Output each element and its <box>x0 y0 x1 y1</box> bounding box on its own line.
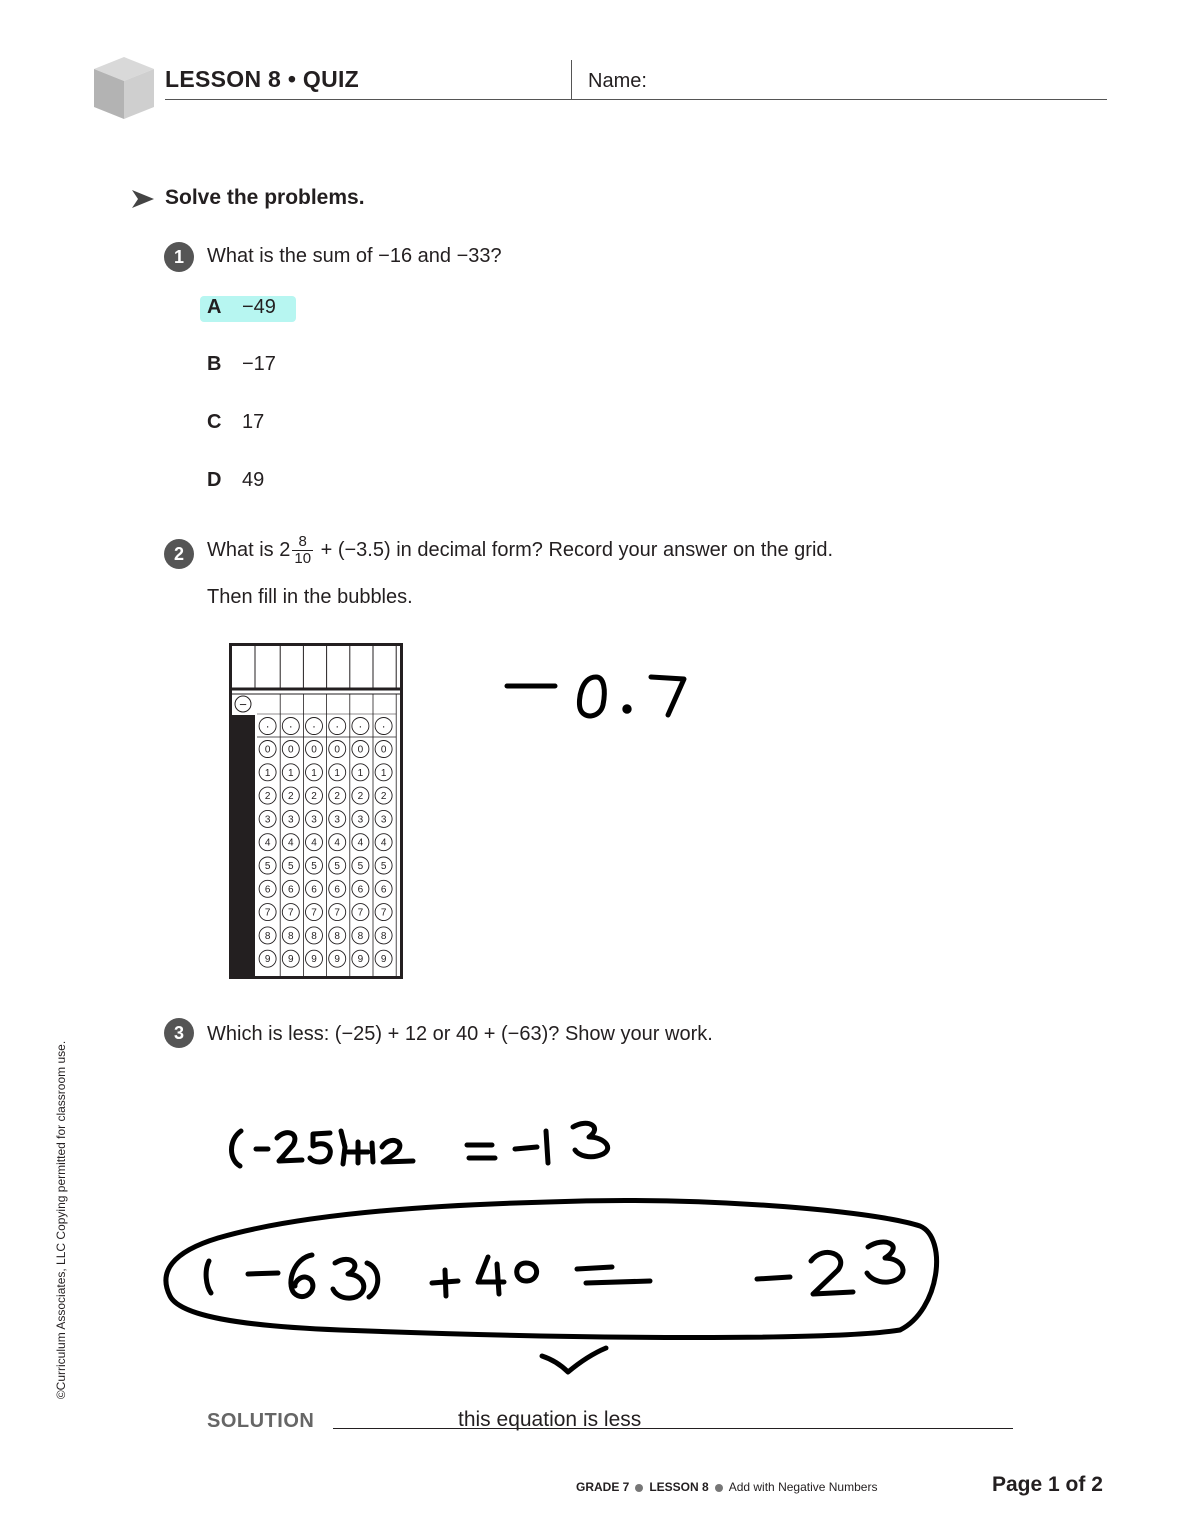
digit-bubble-label: 2 <box>288 791 294 803</box>
digit-bubble-label: 8 <box>288 930 294 942</box>
solution-label: SOLUTION <box>207 1410 315 1432</box>
point-bubble-label: · <box>358 719 363 733</box>
digit-bubble-label: 3 <box>264 814 271 826</box>
footer <box>576 1480 877 1494</box>
digit-bubble-label: 9 <box>380 954 387 966</box>
fraction-numerator: 8 <box>292 534 313 551</box>
instruction-text: Solve the problems. <box>165 186 365 209</box>
fraction-denominator: 10 <box>294 550 312 567</box>
digit-bubble-label: 7 <box>334 907 340 919</box>
solution-answer[interactable]: this equation is less <box>458 1408 642 1431</box>
digit-bubble-label: 3 <box>357 814 364 826</box>
name-label: Name: <box>588 70 647 92</box>
digit-bubble-label: 4 <box>264 837 271 849</box>
check-mark-icon <box>542 1348 606 1372</box>
grid-sign-column <box>231 715 255 977</box>
option-value: −17 <box>242 353 276 375</box>
digit-bubble-label: 9 <box>334 954 340 966</box>
digit-bubble-label: 9 <box>264 954 271 966</box>
digit-bubble-label: 4 <box>288 837 294 849</box>
digit-bubble-label: 3 <box>288 814 294 826</box>
digit-bubble-label: 6 <box>334 884 340 896</box>
digit-bubble-label: 2 <box>357 791 364 803</box>
digit-bubble-label: 7 <box>264 907 271 919</box>
arrow-right-icon <box>130 188 156 210</box>
question-number: 2 <box>164 539 194 569</box>
point-bubble-label: · <box>381 719 386 733</box>
digit-bubble-label: 6 <box>288 884 294 896</box>
question-text-part: What is 2 <box>207 538 291 561</box>
solution-line <box>333 1428 1013 1429</box>
footer-dot <box>715 1484 723 1492</box>
digit-bubble-label: 7 <box>357 907 364 919</box>
option-value: 49 <box>242 469 265 491</box>
answer-grid <box>229 643 403 979</box>
digit-bubble-label: 6 <box>357 884 364 896</box>
digit-bubble-label: 5 <box>334 861 340 872</box>
footer-topic: Add with Negative Numbers <box>728 1480 878 1494</box>
digit-bubble-label: 4 <box>334 837 340 849</box>
copyright-text: ©Curriculum Associates, LLC Copying permitted for classroom use. <box>54 1040 68 1400</box>
copyright-note <box>46 1015 76 1425</box>
handwritten-work-line <box>232 1123 608 1166</box>
digit-bubble-label: 2 <box>311 791 317 803</box>
digit-bubble-label: 4 <box>357 837 364 849</box>
digit-bubble-label: 8 <box>264 930 271 942</box>
option-letter[interactable]: D <box>207 469 222 491</box>
digit-bubble-label: 1 <box>311 767 317 779</box>
digit-bubble-label: 7 <box>288 907 294 919</box>
digit-bubble-label: 2 <box>334 791 340 803</box>
digit-bubble-label: 9 <box>288 954 294 966</box>
digit-bubble-label: 5 <box>288 861 294 872</box>
point-bubble-label: · <box>312 719 316 733</box>
question-number: 1 <box>164 242 194 272</box>
option-letter[interactable]: A <box>207 296 222 318</box>
question-number: 3 <box>164 1018 194 1048</box>
option-letter[interactable]: C <box>207 411 222 433</box>
handwritten-work-line <box>206 1242 903 1298</box>
minus-bubble-label: − <box>239 697 247 712</box>
point-bubble-label: · <box>335 719 340 733</box>
digit-bubble-label: 5 <box>380 861 387 872</box>
digit-bubble-label: 1 <box>288 767 294 779</box>
digit-bubble-label: 8 <box>380 930 387 942</box>
lesson-cube-icon <box>92 55 156 121</box>
question-text: What is the sum of −16 and −33? <box>207 245 502 267</box>
digit-bubble-label: 6 <box>264 884 271 896</box>
digit-bubble-label: 9 <box>357 954 364 966</box>
digit-bubble-label: 0 <box>288 744 294 756</box>
header-divider <box>571 60 572 100</box>
handwritten-circle <box>166 1201 937 1338</box>
digit-bubble-label: 2 <box>264 791 271 803</box>
question-text <box>207 534 833 567</box>
digit-bubble-label: 7 <box>311 907 317 919</box>
footer-dot <box>635 1484 643 1492</box>
question-text: Which is less: (−25) + 12 or 40 + (−63)? Show your work. <box>207 1023 713 1045</box>
question-text-line2: Then fill in the bubbles. <box>207 586 413 608</box>
digit-bubble-label: 1 <box>334 767 340 779</box>
digit-bubble-label: 3 <box>380 814 387 826</box>
page-number: Page 1 of 2 <box>992 1473 1103 1496</box>
digit-bubble-label: 8 <box>334 930 340 942</box>
point-bubble-label: · <box>288 719 293 733</box>
digit-bubble-label: 0 <box>380 744 387 756</box>
digit-bubble-label: 8 <box>311 930 317 942</box>
digit-bubble-label: 9 <box>311 954 317 966</box>
question-text-part: + (−3.5) in decimal form? Record your answer on the grid. <box>320 538 834 561</box>
footer-lesson: LESSON 8 <box>649 1480 709 1494</box>
digit-bubble-label: 5 <box>264 861 271 872</box>
digit-bubble-label: 3 <box>311 814 317 826</box>
header-rule <box>165 99 1107 100</box>
digit-bubble-label: 5 <box>357 861 364 872</box>
point-bubble-label: · <box>265 719 270 733</box>
digit-bubble-label: 1 <box>357 767 364 779</box>
digit-bubble-label: 5 <box>311 861 317 872</box>
option-letter[interactable]: B <box>207 353 222 375</box>
digit-bubble-label: 0 <box>334 744 340 756</box>
fraction <box>292 534 313 567</box>
digit-bubble-label: 0 <box>357 744 364 756</box>
digit-bubble-label: 1 <box>264 767 271 779</box>
digit-bubble-label: 6 <box>311 884 317 896</box>
option-value: −49 <box>242 296 276 318</box>
handwritten-answer <box>507 677 684 716</box>
footer-grade: GRADE 7 <box>576 1480 630 1494</box>
digit-bubble-label: 1 <box>380 767 387 779</box>
lesson-title: LESSON 8 • QUIZ <box>165 66 360 92</box>
digit-bubble-label: 4 <box>380 837 387 849</box>
digit-bubble-label: 2 <box>380 791 387 803</box>
digit-bubble-label: 7 <box>380 907 387 919</box>
option-value: 17 <box>242 411 265 433</box>
digit-bubble-label: 4 <box>311 837 317 849</box>
digit-bubble-label: 6 <box>380 884 387 896</box>
digit-bubble-label: 3 <box>334 814 340 826</box>
digit-bubble-label: 8 <box>357 930 364 942</box>
digit-bubble-label: 0 <box>264 744 271 756</box>
digit-bubble-label: 0 <box>311 744 317 756</box>
